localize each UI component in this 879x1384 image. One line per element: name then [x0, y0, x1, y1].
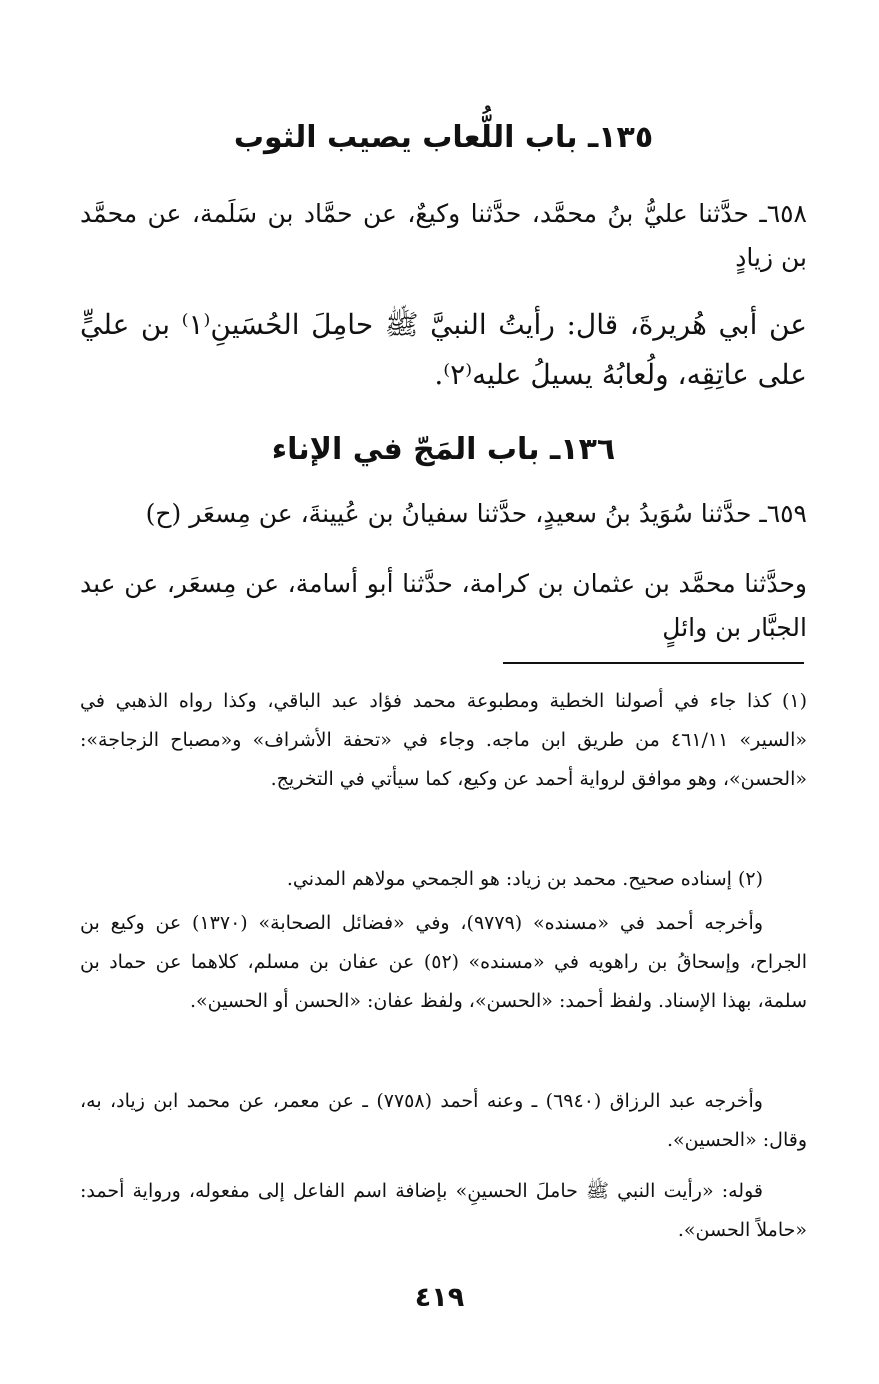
footnote-2-commentary: قوله: «رأيت النبي ﷺ حاملَ الحسينِ» بإضافة اسم الفاعل إلى مفعوله، ورواية أحمد: «حاملاً الحسن».	[80, 1180, 807, 1241]
footnote-separator	[503, 662, 804, 664]
hadith-658-matn: عن أبي هُريرةَ، قال: رأيتُ النبيَّ ﷺ حامِلَ الحُسَينِ⁽١⁾ بن عليٍّ على عاتِقِه، ولُعابُهُ يسيلُ عليه⁽٢⁾.	[80, 308, 807, 391]
hadith-659-isnad-2: وحدَّثنا محمَّد بن عثمان بن كرامة، حدَّثنا أبو أسامة، عن مِسعَر، عن عبد الجبَّار بن وائلٍ	[80, 569, 807, 642]
footnote-2-takhrij-1: وأخرجه أحمد في «مسنده» (٩٧٧٩)، وفي «فضائل الصحابة» (١٣٧٠) عن وكيع بن الجراح، وإسحاقُ بن راهويه في «مسنده» (٥٢) عن عفان بن مسلم، كلاهما عن حماد بن سلمة، بهذا الإسناد. ولفظ أحمد: «الحسن»، ولفظ عفان: «الحسن أو الحسين».	[80, 912, 807, 1012]
hadith-659-isnad: ٦٥٩ـ حدَّثنا سُوَيدُ بنُ سعيدٍ، حدَّثنا سفيانُ بن عُيينةَ، عن مِسعَر (ح)	[145, 499, 807, 528]
footnote-2-takhrij-2: وأخرجه عبد الرزاق (٦٩٤٠) ـ وعنه أحمد (٧٧٥٨) ـ عن معمر، عن محمد ابن زياد، به، وقال: «الحسين».	[80, 1090, 807, 1151]
hadith-658-isnad: ٦٥٨ـ حدَّثنا عليُّ بنُ محمَّد، حدَّثنا وكيعٌ، عن حمَّاد بن سَلَمة، عن محمَّد بن زيادٍ	[80, 199, 807, 272]
page-number: ٤١٩	[414, 1282, 465, 1313]
footnote-1: (١) كذا جاء في أصولنا الخطية ومطبوعة محمد فؤاد عبد الباقي، وكذا رواه الذهبي في «السير» ٤٦١/١١ من طريق ابن ماجه. وجاء في «تحفة الأشراف» و«مصباح الزجاجة»: «الحسن»، وهو موافق لرواية أحمد عن وكيع، كما سيأتي في التخريج.	[80, 690, 807, 790]
chapter-136-title: ١٣٦ـ باب المَجّ في الإناء	[271, 432, 616, 467]
footnote-2: (٢) إسناده صحيح. محمد بن زياد: هو الجمحي مولاهم المدني.	[286, 868, 763, 890]
chapter-135-title: ١٣٥ـ باب اللُّعاب يصيب الثوب	[233, 120, 654, 155]
